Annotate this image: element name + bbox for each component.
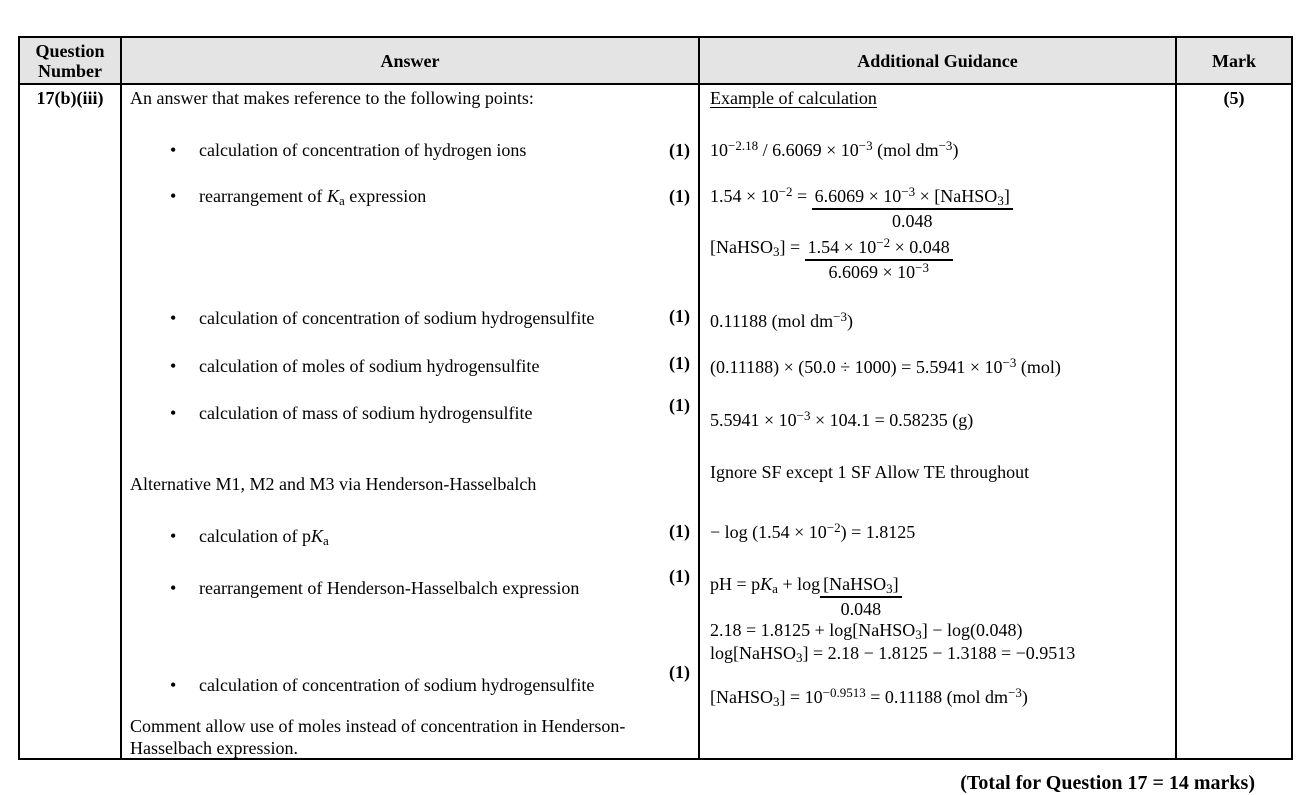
- answer-bullet: [122, 139, 690, 162]
- guidance-title: Example of calculation: [710, 88, 877, 108]
- bullet-icon: •: [170, 403, 177, 423]
- answer-bullet-text: calculation of concentration of hydrogen ions: [199, 140, 527, 160]
- bullet-icon: •: [170, 526, 177, 546]
- bullet-mark: (1): [669, 395, 690, 415]
- bullet-icon: •: [170, 675, 177, 695]
- header-additional-guidance: Additional Guidance: [700, 38, 1177, 83]
- bullet-mark: (1): [669, 521, 690, 541]
- answer-bullet-text: rearrangement of $K_a$ expression: [199, 186, 427, 208]
- guidance-line: [NaHSO$_3$] = $10^{-0.9513} = 0.11188$ (mol $dm^{-3}$): [710, 685, 1028, 709]
- guidance-line: [NaHSO$_3$] = $\frac{1.54 \times 10^{-2} \times 0.048}{6.6069 \times 10^{-3}}$: [710, 236, 953, 284]
- header-question-number: Question Number: [20, 38, 122, 83]
- guidance-line: 0.11188 (mol $dm^{-3}$): [710, 309, 854, 331]
- bullet-icon: •: [170, 186, 177, 206]
- bullet-icon: •: [170, 140, 177, 160]
- question-number-cell: [20, 85, 122, 758]
- answer-bullet: [122, 185, 690, 208]
- answer-intro: An answer that makes reference to the following points:: [130, 88, 534, 108]
- answer-bullet-text: calculation of $pK_a$: [199, 526, 329, 548]
- guidance-line: Ignore SF except 1 SF Allow TE throughout: [710, 462, 1030, 482]
- header-mark: Mark: [1212, 50, 1256, 71]
- bullet-mark: (1): [669, 140, 690, 160]
- answer-alternative: Alternative M1, M2 and M3 via Henderson-Hasselbalch: [130, 474, 537, 494]
- guidance-line: $1.54 \times 10^{-2}$ = $\frac{6.6069 \times 10^{-3} \times [NaHSO_3]}{0.048}$: [710, 185, 1013, 233]
- bullet-mark: (1): [669, 186, 690, 206]
- answer-cell: [122, 85, 700, 758]
- guidance-line: pH = $pK_a + \log$ $\frac{[NaHSO_3]}{0.048}$: [710, 573, 902, 621]
- guidance-line: $5.5941 \times 10^{-3} \times 104.1 = 0.58235$ (g): [710, 408, 974, 430]
- header-answer: Answer: [122, 38, 700, 83]
- answer-bullet-text: calculation of concentration of sodium hydrogensulfite: [199, 308, 595, 328]
- guidance-line: 2.18 = 1.8125 + log[NaHSO$_3$] − log(0.048): [710, 620, 1023, 642]
- answer-bullet-text: rearrangement of Henderson-Hasselbalch expression: [199, 578, 580, 598]
- table-body-row: [20, 85, 1291, 758]
- answer-comment: Comment allow use of moles instead of concentration in Henderson-Hasselbach expression.: [130, 716, 626, 758]
- bullet-mark: (1): [669, 662, 690, 682]
- mark-scheme-table: [18, 36, 1293, 760]
- answer-bullet: [122, 662, 690, 697]
- guidance-line: − $\log (1.54 \times 10^{-2}) = 1.8125$: [710, 520, 916, 542]
- answer-bullet: [122, 307, 690, 330]
- answer-bullet: [122, 355, 690, 378]
- bullet-icon: •: [170, 356, 177, 376]
- mark-value: (5): [1223, 88, 1245, 108]
- mark-cell: [1177, 85, 1291, 758]
- bullet-icon: •: [170, 578, 177, 598]
- question-total: (Total for Question 17 = 14 marks): [960, 772, 1255, 794]
- answer-bullet: [122, 395, 690, 425]
- question-number: 17(b)(iii): [36, 88, 104, 108]
- answer-bullet-text: calculation of mass of sodium hydrogensulfite: [199, 403, 533, 423]
- bullet-icon: •: [170, 308, 177, 328]
- table-header-row: [20, 38, 1291, 85]
- bullet-mark: (1): [669, 353, 690, 373]
- answer-bullet-text: calculation of concentration of sodium hydrogensulfite: [199, 675, 595, 695]
- answer-bullet-text: calculation of moles of sodium hydrogensulfite: [199, 356, 540, 376]
- guidance-line: log[NaHSO$_3$] = 2.18 − 1.8125 − 1.3188 = −0.9513: [710, 643, 1076, 665]
- guidance-cell: [700, 85, 1177, 758]
- answer-bullet: [122, 566, 690, 600]
- answer-bullet: [122, 521, 690, 548]
- bullet-mark: (1): [669, 306, 690, 326]
- guidance-line: $(0.11188) \times (50.0 \div 1000) = 5.5941 \times 10^{-3}$ (mol): [710, 355, 1061, 377]
- bullet-mark: (1): [669, 566, 690, 586]
- guidance-line: $10^{-2.18} / 6.6069 \times 10^{-3}$ (mol $dm^{-3}$): [710, 138, 959, 160]
